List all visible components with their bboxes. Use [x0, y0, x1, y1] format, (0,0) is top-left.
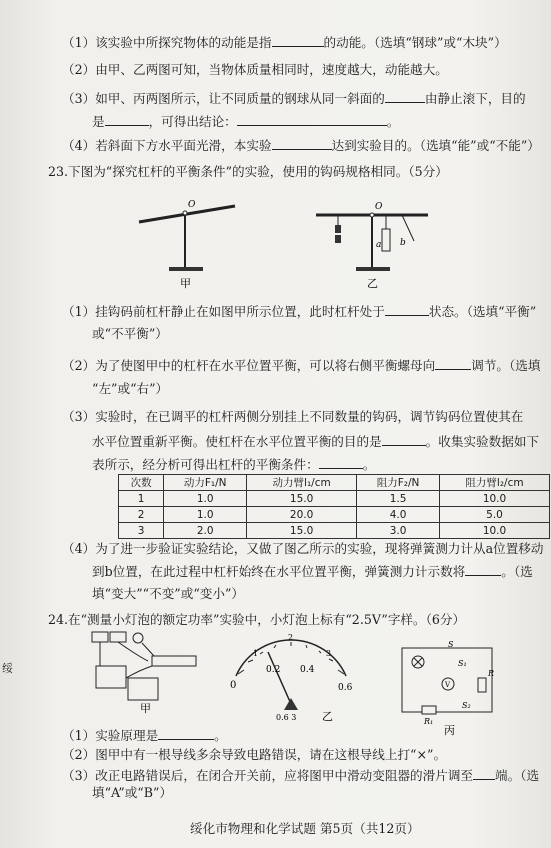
fig-label-yi: 乙 — [367, 277, 378, 290]
position-b-label: b — [400, 238, 406, 248]
q23-item-3: （3）实验时，在已调平的杠杆两侧分别挂上不同数量的钩码，调节钩码位置使其在 — [62, 409, 524, 424]
fig-label-jia: 甲 — [180, 277, 191, 290]
resistor-label: R₁ — [424, 717, 434, 726]
table-cell: 4.0 — [357, 507, 440, 523]
table-cell: 2.0 — [164, 523, 247, 539]
table-header: 阻力臂l₂/cm — [440, 475, 550, 491]
lever-base — [356, 267, 390, 271]
table-header-row — [119, 475, 550, 491]
battery-icon — [110, 632, 126, 642]
table-cell: 10.0 — [440, 523, 550, 539]
bulb-icon — [133, 633, 143, 643]
q23-item-3-cont2: 表所示，经分析可得出杠杆的平衡条件： 。 — [92, 457, 376, 472]
table-cell: 1.5 — [357, 491, 440, 507]
weight-icon — [335, 235, 341, 243]
circuit-diagram-figure — [392, 640, 502, 736]
table-cell: 3.0 — [357, 523, 440, 539]
answer-blank[interactable] — [237, 113, 387, 126]
rheostat-icon — [152, 656, 196, 666]
tick-label: 1 — [253, 649, 259, 658]
lever-data-table — [118, 474, 550, 539]
pivot-label: O — [375, 202, 383, 212]
table-cell: 15.0 — [247, 523, 357, 539]
table-row — [119, 507, 550, 523]
lever-base — [169, 267, 203, 271]
spring-scale-icon — [382, 229, 390, 251]
q24-item-2: （2）图甲中有一根导线多余导致电路错误，请在这根导线上打“×”。 — [62, 747, 447, 762]
answer-blank[interactable] — [465, 563, 501, 576]
tick-label: 0.2 — [266, 665, 281, 675]
fig-label-bing: 丙 — [444, 724, 455, 736]
answer-blank[interactable] — [473, 767, 495, 780]
answer-blank[interactable] — [385, 303, 429, 316]
fig-label-jia: 甲 — [140, 702, 151, 714]
table-cell: 1.0 — [164, 491, 247, 507]
q22-item-3: （3）如甲、丙两图所示，让不同质量的钢球从同一斜面的 由静止滚下，目的 — [62, 91, 526, 106]
position-a-label: a — [376, 240, 382, 250]
table-cell: 1 — [119, 491, 164, 507]
q23-item-2-cont: “左”或“右”） — [92, 381, 169, 396]
switch-s-label: S — [448, 640, 454, 649]
pivot-label: O — [188, 200, 196, 210]
q23-item-4-cont2: 填“变大”“不变”或“变小”） — [92, 586, 244, 601]
rheostat-label: R — [488, 669, 495, 678]
lever-figure-yi — [310, 195, 435, 290]
answer-blank[interactable] — [158, 727, 214, 740]
answer-blank[interactable] — [272, 137, 332, 150]
fig-label-yi: 乙 — [322, 710, 333, 722]
pivot-icon — [183, 211, 187, 215]
q22-item-4: （4）若斜面下方水平面光滑，本实验 达到实验目的。（选填“能”或“不能”） — [62, 138, 540, 153]
q22-item-1: （1）该实验中所探究物体的动能是指 的动能。（选填“钢球”或“木块”） — [62, 35, 507, 50]
q24-item-3: （3）改正电路错误后，在闭合开关前，应将图甲中滑动变阻器的滑片调至 端。（选 — [62, 768, 540, 783]
answer-blank[interactable] — [435, 357, 471, 370]
table-header: 动力F₁/N — [164, 475, 247, 491]
table-header: 次数 — [119, 475, 164, 491]
table-cell: 20.0 — [247, 507, 357, 523]
wire — [100, 642, 154, 678]
tick-label: 0 — [230, 680, 237, 691]
table-cell: 1.0 — [164, 507, 247, 523]
terminal-labels: 0.6 3 — [276, 713, 297, 722]
answer-blank[interactable] — [319, 456, 363, 469]
voltmeter-label: V — [445, 681, 451, 689]
voltmeter-icon — [96, 666, 126, 688]
answer-blank[interactable] — [105, 113, 149, 126]
side-text: 绥 — [2, 662, 13, 675]
table-header: 阻力F₂/N — [357, 475, 440, 491]
ammeter-icon — [128, 678, 158, 700]
dial-needle — [268, 652, 291, 704]
pivot-icon — [370, 213, 374, 217]
q23-item-2: （2）为了使图甲中的杠杆在水平位置平衡，可以将右侧平衡螺母向 调节。（选填 — [62, 358, 541, 373]
circuit-apparatus-figure — [88, 626, 208, 714]
table-cell: 15.0 — [247, 491, 357, 507]
table-row — [119, 491, 550, 507]
table-cell: 3 — [119, 523, 164, 539]
tick-label: 0.6 — [338, 683, 353, 693]
table-cell: 10.0 — [440, 491, 550, 507]
dial-ticks — [238, 642, 344, 674]
table-row — [119, 523, 550, 539]
answer-blank[interactable] — [385, 90, 425, 103]
switch-s1-label: S₁ — [458, 659, 467, 668]
q23-item-4-cont: 到b位置，在此过程中杠杆始终在水平位置平衡，弹簧测力计示数将 。（选 — [92, 564, 533, 579]
q22-item-2: （2）由甲、乙两图可知，当物体质量相同时，速度越大，动能越大。 — [62, 62, 448, 77]
q23-item-1: （1）挂钩码前杠杆静止在如图甲所示位置，此时杠杆处于 状态。（选填“平衡” — [62, 304, 537, 319]
answer-blank[interactable] — [272, 34, 324, 47]
q24-title: 24.在“测量小灯泡的额定功率”实验中，小灯泡上标有“2.5V”字样。（6分） — [48, 612, 466, 627]
rheostat-icon — [478, 678, 486, 692]
weight-icon — [335, 225, 341, 233]
resistor-icon — [422, 706, 436, 714]
table-cell: 5.0 — [440, 507, 550, 523]
q23-item-3-cont: 水平位置重新平衡。使杠杆在水平位置平衡的目的是 。收集实验数据如下 — [92, 434, 539, 449]
table-cell: 2 — [119, 507, 164, 523]
q24-item-3-cont: 填“A”或“B”） — [92, 785, 173, 800]
lever-figure-jia — [135, 195, 245, 290]
tick-label: 0.4 — [300, 665, 315, 675]
switch-s2-label: S₂ — [462, 701, 471, 710]
page-footer: 绥化市物理和化学试题 第5页（共12页） — [190, 821, 420, 836]
q23-title: 23.下图为“探究杠杆的平衡条件”的实验，使用的钩码规格相同。（5分） — [48, 164, 448, 179]
q22-item-3-cont: 是 ，可得出结论： 。 — [92, 114, 400, 129]
table-header: 动力臂l₁/cm — [247, 475, 357, 491]
ammeter-dial-figure — [226, 630, 356, 722]
battery-icon — [92, 632, 108, 642]
q24-item-1: （1）实验原理是 。 — [62, 728, 227, 743]
needle-base — [284, 698, 298, 710]
tick-label: 2 — [288, 633, 294, 642]
q23-item-4: （4）为了进一步验证实验结论，又做了图乙所示的实验，现将弹簧测力计从a位置移动 — [62, 541, 544, 556]
answer-blank[interactable] — [382, 433, 426, 446]
q23-item-1-cont: 或“不平衡”） — [92, 326, 168, 341]
tick-label: 3 — [326, 649, 332, 658]
